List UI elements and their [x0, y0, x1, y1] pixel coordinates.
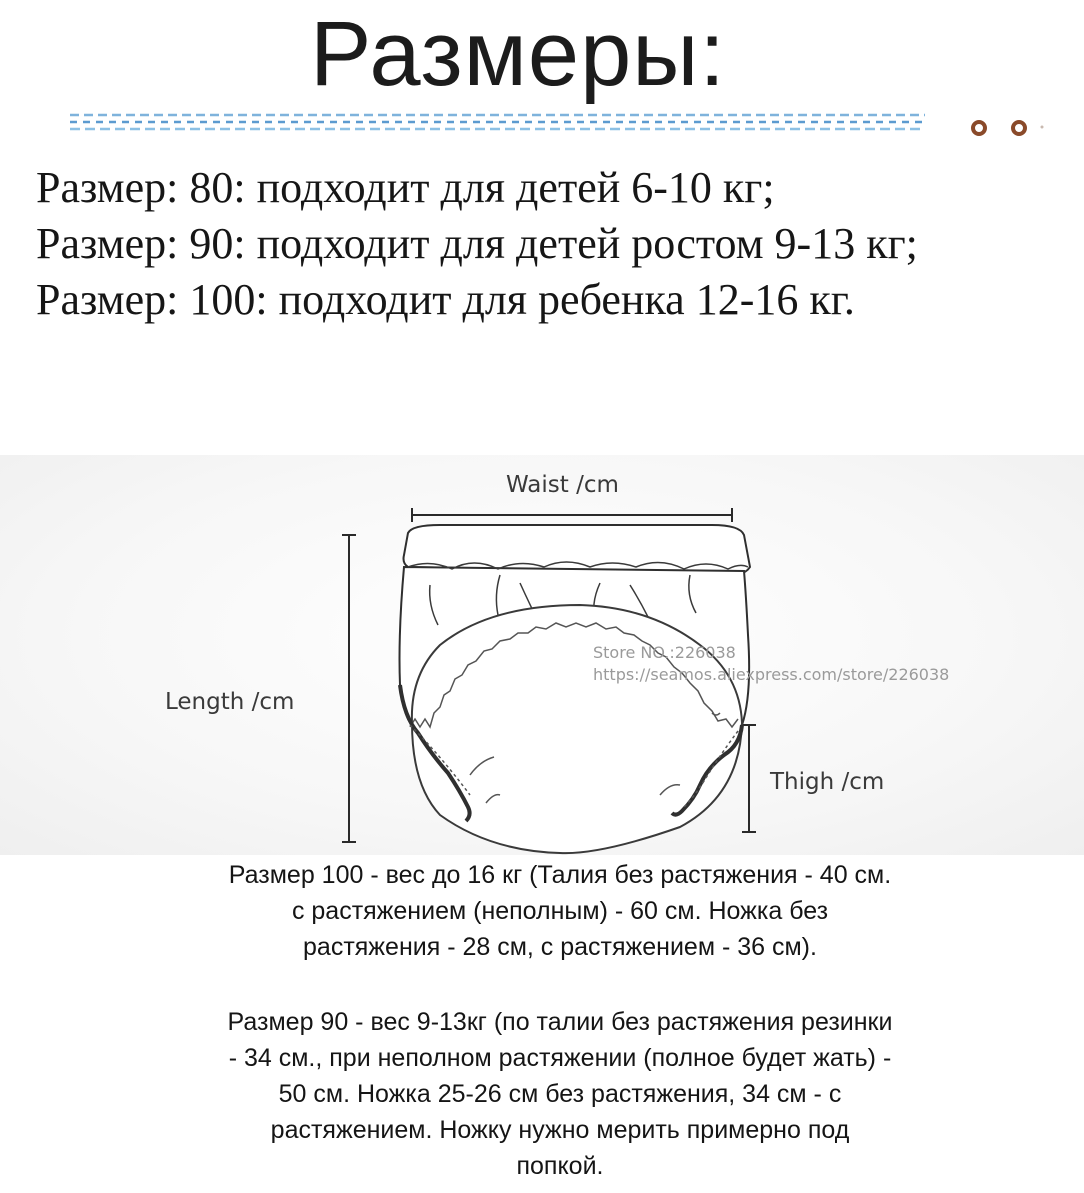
decor-circle-icon — [1013, 122, 1025, 134]
waist-label: Waist /cm — [506, 472, 619, 498]
note-size-90 — [120, 1004, 1000, 1184]
note-line: 50 см. Ножка 25-26 см без растяжения, 34 см - с — [278, 1080, 842, 1108]
pants-measurement-diagram — [0, 455, 1084, 855]
note-line: - 34 см., при неполном растяжении (полное будет жать) - — [228, 1044, 892, 1072]
size-line-100: Размер: 100: подходит для ребенка 12-16 кг. — [36, 275, 855, 324]
watermark-url: https://seamos.aliexpress.com/store/226038 — [593, 665, 950, 684]
note-line: растяжением. Ножку нужно мерить примерно под — [270, 1116, 850, 1144]
note-line: растяжения - 28 см, с растяжением - 36 см). — [303, 933, 817, 961]
decor-dot-icon — [1041, 126, 1044, 129]
waist-dimension-line — [412, 508, 732, 522]
page-title: Размеры: — [310, 3, 726, 105]
length-dimension-line — [342, 535, 356, 842]
note-line: Размер 90 - вес 9-13кг (по талии без растяжения резинки — [227, 1008, 893, 1036]
watermark-store: Store NO.:226038 — [593, 643, 736, 662]
size-line-80: Размер: 80: подходит для детей 6-10 кг; — [36, 163, 775, 212]
decorative-divider — [0, 105, 1084, 145]
note-line: Размер 100 - вес до 16 кг (Талия без растяжения - 40 см. — [228, 861, 892, 889]
thigh-dimension-line — [742, 725, 756, 832]
decor-circle-icon — [973, 122, 985, 134]
size-list — [36, 160, 1076, 328]
note-size-100 — [120, 857, 1000, 965]
size-line-90: Размер: 90: подходит для детей ростом 9-13 кг; — [36, 219, 918, 268]
thigh-label: Thigh /cm — [770, 769, 885, 795]
note-line: попкой. — [516, 1152, 604, 1180]
note-line: с растяжением (неполным) - 60 см. Ножка без — [291, 897, 829, 925]
length-label: Length /cm — [165, 689, 295, 715]
